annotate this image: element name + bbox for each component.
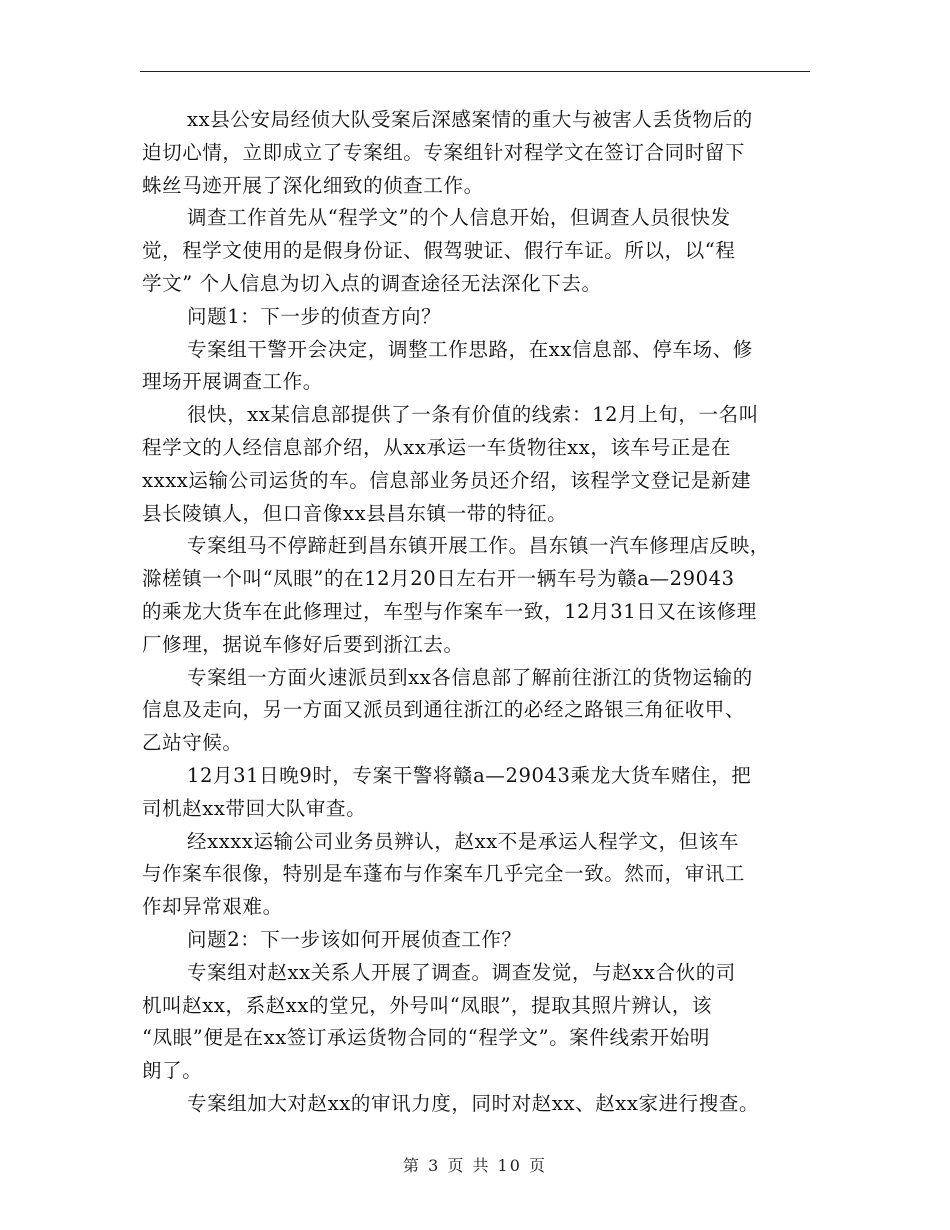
text-line: 司机赵xx带回大队审查。: [142, 796, 367, 820]
text-line: 机叫赵xx，系赵xx的堂兄，外号叫“凤眼”，提取其照片辨认，该: [142, 993, 713, 1017]
text-line: 县长陵镇人，但口音像xx县昌东镇一带的特征。: [142, 501, 568, 525]
text-line: 理场开展调查工作。: [142, 370, 323, 394]
text-line: 信息及走向，另一方面又派员到通往浙江的必经之路银三角征收甲、: [142, 698, 746, 722]
text-line: 觉，程学文使用的是假身份证、假驾驶证、假行车证。所以，以“程: [142, 239, 736, 263]
text-line: 乙站守候。: [142, 731, 243, 755]
text-line: 蛛丝马迹开展了深化细致的侦查工作。: [142, 173, 484, 197]
text-line: 作却异常艰难。: [142, 895, 283, 919]
text-line: 12月31日晚9时，专案干警将赣a—29043乘龙大货车赌住，把: [187, 763, 752, 787]
text-line: 程学文的人经信息部介绍，从xx承运一车货物往xx，该车号正是在: [142, 435, 732, 459]
text-line: 与作案车很像，特别是车蓬布与作案车几乎完全一致。然而，审讯工: [142, 862, 746, 886]
text-line: 专案组一方面火速派员到xx各信息部了解前往浙江的货物运输的: [187, 665, 753, 689]
text-line: 朗了。: [142, 1059, 203, 1083]
text-line: 调查工作首先从“程学文”的个人信息开始，但调查人员很快发: [187, 206, 731, 230]
page-number-footer: 第 3 页 共 10 页: [403, 1156, 547, 1175]
text-line: 很快，xx某信息部提供了一条有价值的线索：12月上旬，一名叫: [187, 403, 759, 427]
text-line: xxxx运输公司运货的车。信息部业务员还介绍，该程学文登记是新建: [142, 468, 752, 492]
text-line: 迫切心情，立即成立了专案组。专案组针对程学文在签订合同时留下: [142, 140, 746, 164]
header-rule: [140, 71, 810, 72]
text-line: 专案组加大对赵xx的审讯力度，同时对赵xx、赵xx家进行搜查。: [187, 1091, 760, 1115]
document-body: [142, 104, 810, 1121]
text-line: 专案组马不停蹄赶到昌东镇开展工作。昌东镇一汽车修理店反映，: [187, 534, 770, 558]
text-line: 滁槎镇一个叫“凤眼”的在12月20日左右开一辆车号为赣a—29043: [142, 567, 735, 591]
text-line: xx县公安局经侦大队受案后深感案情的重大与被害人丢货物后的: [187, 108, 753, 131]
text-line: 的乘龙大货车在此修理过，车型与作案车一致，12月31日又在该修理: [142, 599, 757, 623]
text-line: “凤眼”便是在xx签订承运货物合同的“程学文”。案件线索开始明: [142, 1026, 710, 1050]
question-heading: 问题1：下一步的侦查方向？: [187, 304, 442, 328]
question-heading: 问题2：下一步该如何开展侦查工作？: [187, 927, 522, 951]
text-line: 厂修理，据说车修好后要到浙江去。: [142, 632, 464, 656]
text-line: 专案组对赵xx关系人开展了调查。调查发觉，与赵xx合伙的司: [187, 960, 736, 984]
text-line: 学文” 个人信息为切入点的调查途径无法深化下去。: [142, 271, 602, 295]
text-line: 经xxxx运输公司业务员辨认，赵xx不是承运人程学文，但该车: [187, 829, 739, 853]
text-line: 专案组干警开会决定，调整工作思路，在xx信息部、停车场、修: [187, 337, 753, 361]
